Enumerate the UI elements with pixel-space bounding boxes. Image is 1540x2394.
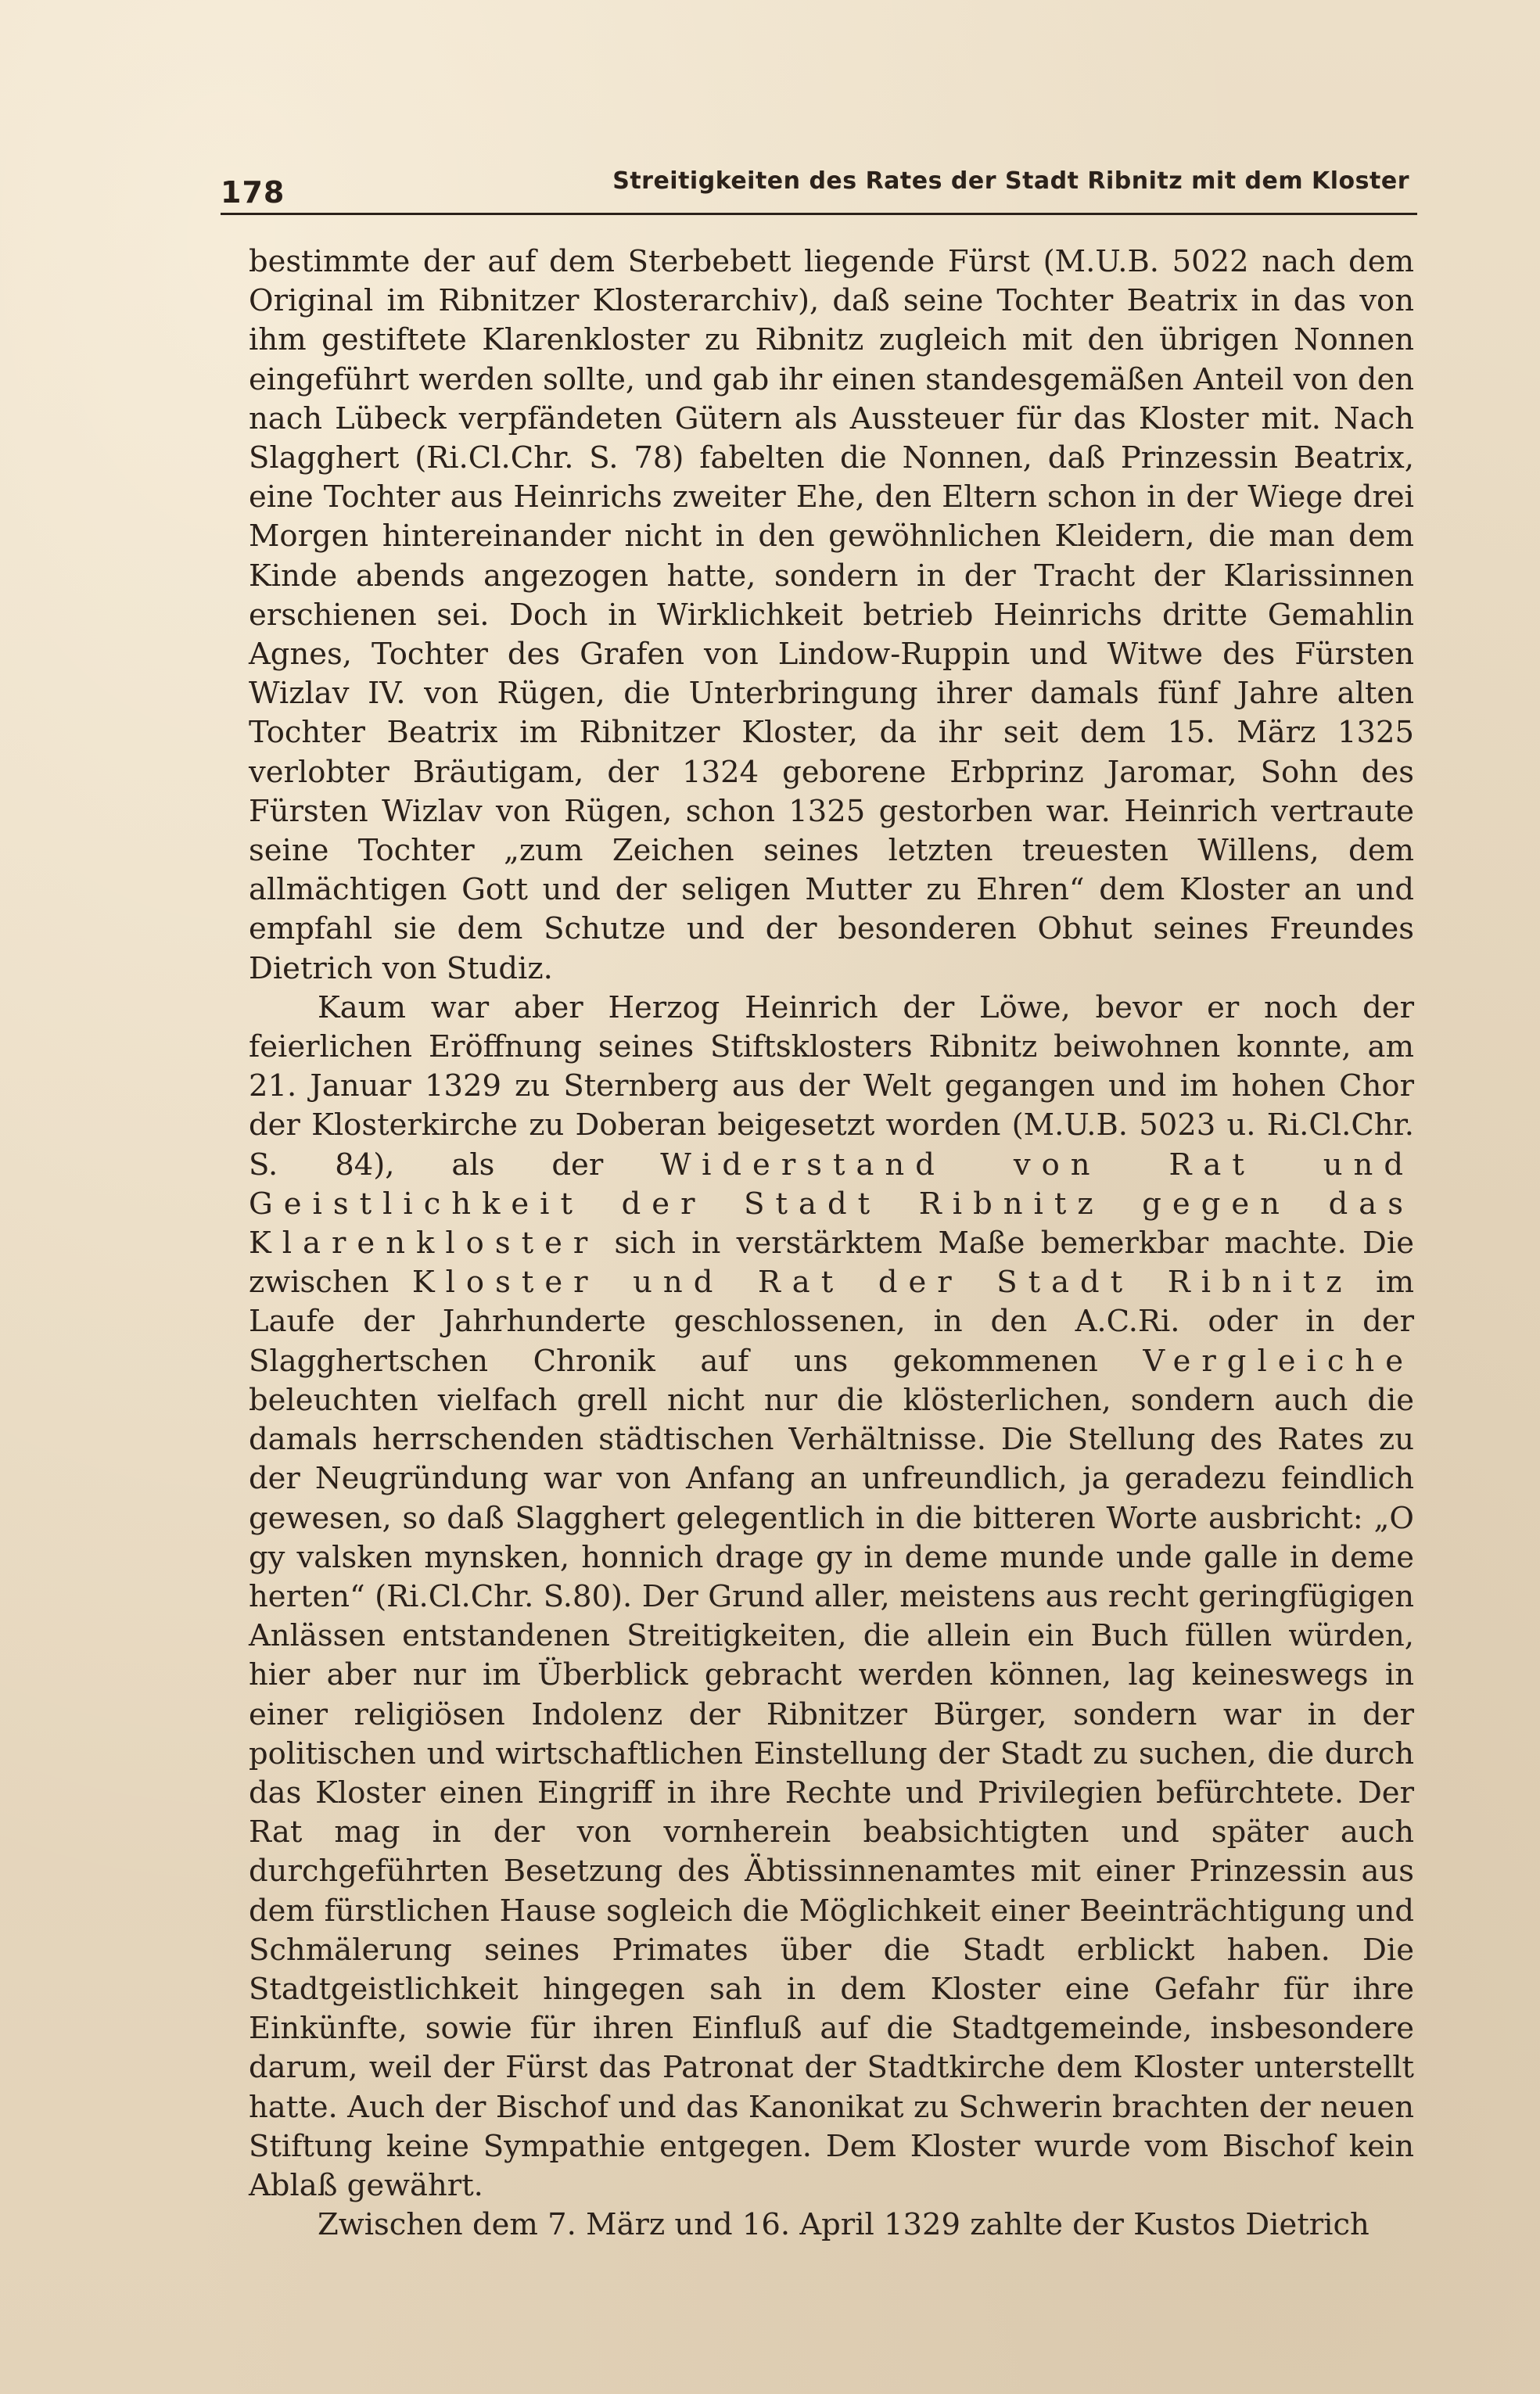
- paragraph-2: [249, 989, 1414, 2206]
- body-text: [249, 242, 1414, 2245]
- page-number: 178: [221, 175, 285, 210]
- paragraph-2-text-d: beleuchten vielfach grell nicht nur die klösterlichen, sondern auch die damals herrschenden städtischen Verhältnisse. Die Stellung des Rates zu der Neugründung war von Anfang an unfreundlich, ja geradezu feindlich gewesen, so daß Slagghert gelegentlich in die bitteren Worte ausbricht: „O gy valsken mynsken, honnich drage gy in deme munde unde galle in deme herten“ (Ri.Cl.Chr. S.80). Der Grund aller, meistens aus recht geringfügigen Anlässen entstandenen Streitigkeiten, die allein ein Buch füllen würden, hier aber nur im Überblick gebracht werden können, lag keineswegs in einer religiösen Indolenz der Ribnitzer Bürger, sondern war in der politischen und wirtschaftlichen Einstellung der Stadt zu suchen, die durch das Kloster einen Eingriff in ihre Rechte und Privilegien befürchtete. Der Rat mag in der von vornherein beabsichtigten und später auch durchgeführten Besetzung des Äbtissinnenamtes mit einer Prinzessin aus dem fürstlichen Hause sogleich die Möglichkeit einer Beeinträchtigung und Schmälerung seines Primates über die Stadt erblickt haben. Die Stadtgeistlichkeit hingegen sah in dem Kloster eine Gefahr für ihre Einkünfte, sowie für ihren Einfluß auf die Stadtgemeinde, insbesondere darum, weil der Fürst das Patronat der Stadtkirche dem Kloster unterstellt hatte. Auch der Bischof und das Kanonikat zu Schwerin brachten der neuen Stiftung keine Sympathie entgegen. Dem Kloster wurde vom Bischof kein Ablaß gewährt.: [249, 1382, 1414, 2203]
- emphasis-kloster-und-rat: Kloster und Rat der Stadt Ribnitz: [411, 1265, 1353, 1301]
- running-head-title: Streitigkeiten des Rates der Stadt Ribnitz mit dem Kloster: [612, 167, 1409, 195]
- paragraph-2-text-c: im Laufe der Jahrhunderte geschlossenen, in den A.C.Ri. oder in der Slagghertschen Chronik auf uns gekommenen: [249, 1265, 1414, 1379]
- header-rule: [221, 213, 1417, 215]
- emphasis-vergleiche: Vergleiche: [1143, 1343, 1414, 1379]
- running-head: [221, 160, 1416, 214]
- paragraph-3: Zwischen dem 7. März und 16. April 1329 zahlte der Kustos Dietrich: [318, 2207, 1369, 2243]
- emphasis-widerstand: Widerstand von Rat und Geistlichkeit der Stadt Ribnitz gegen das Klarenkloster: [249, 1147, 1415, 1262]
- paragraph-2-text-a: Kaum war aber Herzog Heinrich der Löwe, bevor er noch der feierlichen Eröffnung seines Stiftsklosters Ribnitz beiwohnen konnte, am 21. Januar 1329 zu Sternberg aus der Welt gegangen und im hohen Chor der Klosterkirche zu Doberan beigesetzt worden (M.U.B. 5023 u. Ri.Cl.Chr. S. 84), als der: [249, 989, 1414, 1183]
- paragraph-2-text-b: sich in verstärktem Maße bemerkbar machte. Die zwischen: [249, 1226, 1414, 1301]
- paragraph-1: bestimmte der auf dem Sterbebett liegende Fürst (M.U.B. 5022 nach dem Original im Ribnitzer Klosterarchiv), daß seine Tochter Beatrix in das von ihm gestiftete Klarenkloster zu Ribnitz zugleich mit den übrigen Nonnen eingeführt werden sollte, und gab ihr einen standesgemäßen Anteil von den nach Lübeck verpfändeten Gütern als Aussteuer für das Kloster mit. Nach Slagghert (Ri.Cl.Chr. S. 78) fabelten die Nonnen, daß Prinzessin Beatrix, eine Tochter aus Heinrichs zweiter Ehe, den Eltern schon in der Wiege drei Morgen hintereinander nicht in den gewöhnlichen Kleidern, die man dem Kinde abends angezogen hatte, sondern in der Tracht der Klarissinnen erschienen sei. Doch in Wirklichkeit betrieb Heinrichs dritte Gemahlin Agnes, Tochter des Grafen von Lindow-Ruppin und Witwe des Fürsten Wizlav IV. von Rügen, die Unterbringung ihrer damals fünf Jahre alten Tochter Beatrix im Ribnitzer Kloster, da ihr seit dem 15. März 1325 verlobter Bräutigam, der 1324 geborene Erbprinz Jaromar, Sohn des Fürsten Wizlav von Rügen, schon 1325 gestorben war. Heinrich vertraute seine Tochter „zum Zeichen seines letzten treuesten Willens, dem allmächtigen Gott und der seligen Mutter zu Ehren“ dem Kloster an und empfahl sie dem Schutze und der besonderen Obhut seines Freundes Dietrich von Studiz.: [249, 244, 1414, 986]
